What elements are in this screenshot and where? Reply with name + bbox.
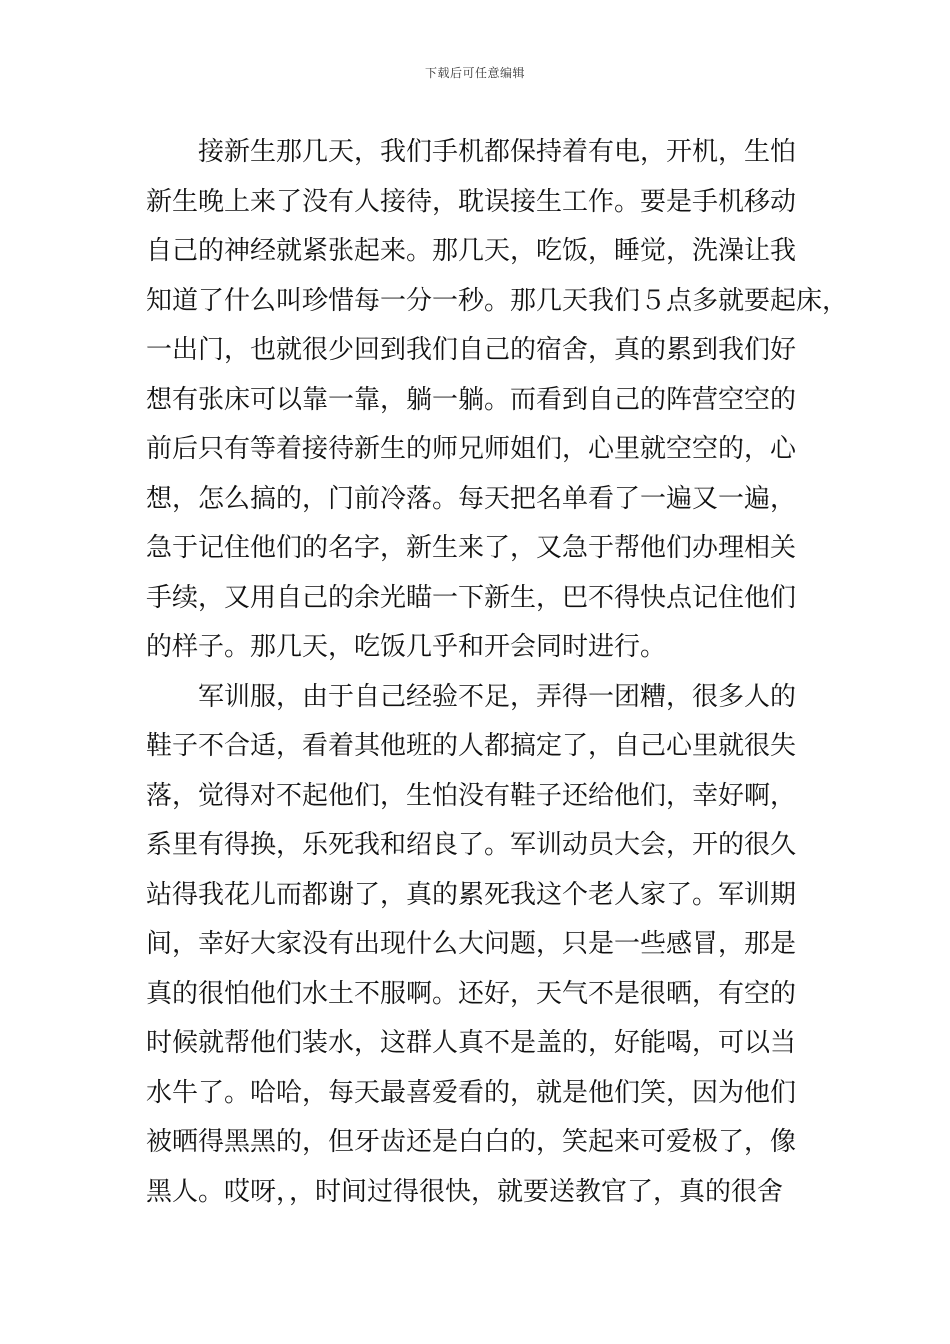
text-line: 接新生那几天，我们手机都保持着有电，开机，生怕 — [198, 137, 797, 167]
text-line: 自己的神经就紧张起来。那几天，吃饭，睡觉，洗澡让我 — [146, 236, 797, 266]
text-line: 知道了什么叫珍惜每一分一秒。那几天我们５点多就要起床， — [146, 285, 849, 316]
paragraph — [146, 128, 849, 673]
text-line: 新生晚上来了没有人接待，耽误接生工作。要是手机移动 — [146, 186, 797, 217]
text-line: 想，怎么搞的，门前冷落。每天把名单看了一遍又一遍， — [146, 483, 797, 514]
text-line: 军训服，由于自己经验不足，弄得一团糟，很多人的 — [198, 681, 797, 712]
paragraph — [146, 673, 826, 1218]
text-line: 站得我花儿而都谢了，真的累死我这个老人家了。军训期 — [146, 879, 797, 910]
text-line: 黑人。哎呀，，时间过得很快，就要送教官了，真的很舍 — [146, 1176, 784, 1207]
text-line: 真的很怕他们水土不服啊。还好，天气不是很晒，有空的 — [146, 978, 797, 1009]
text-line: 水牛了。哈哈，每天最喜爱看的，就是他们笑，因为他们 — [146, 1077, 797, 1108]
text-line: 前后只有等着接待新生的师兄师姐们，心里就空空的，心 — [146, 434, 797, 464]
text-line: 手续，又用自己的余光瞄一下新生，巴不得快点记住他们 — [146, 582, 797, 613]
text-line: 一出门，也就很少回到我们自己的宿舍，真的累到我们好 — [146, 335, 797, 365]
text-line: 被晒得黑黑的，但牙齿还是白白的，笑起来可爱极了，像 — [146, 1127, 797, 1157]
text-line: 间，幸好大家没有出现什么大问题，只是一些感冒，那是 — [146, 929, 797, 959]
text-line: 鞋子不合适，看着其他班的人都搞定了，自己心里就很失 — [146, 731, 797, 761]
text-line: 想有张床可以靠一靠，躺一躺。而看到自己的阵营空空的 — [146, 384, 797, 415]
text-line: 落，觉得对不起他们，生怕没有鞋子还给他们，幸好啊， — [146, 780, 797, 811]
text-line: 时候就帮他们装水，这群人真不是盖的，好能喝，可以当 — [146, 1028, 797, 1058]
text-line: 急于记住他们的名字，新生来了，又急于帮他们办理相关 — [146, 533, 797, 563]
document-body — [146, 128, 849, 1217]
text-line: 的样子。那几天，吃饭几乎和开会同时进行。 — [146, 632, 667, 662]
page-header: 下载后可任意编辑 — [424, 66, 525, 80]
text-line: 系里有得换，乐死我和绍良了。军训动员大会，开的很久 — [146, 830, 797, 860]
